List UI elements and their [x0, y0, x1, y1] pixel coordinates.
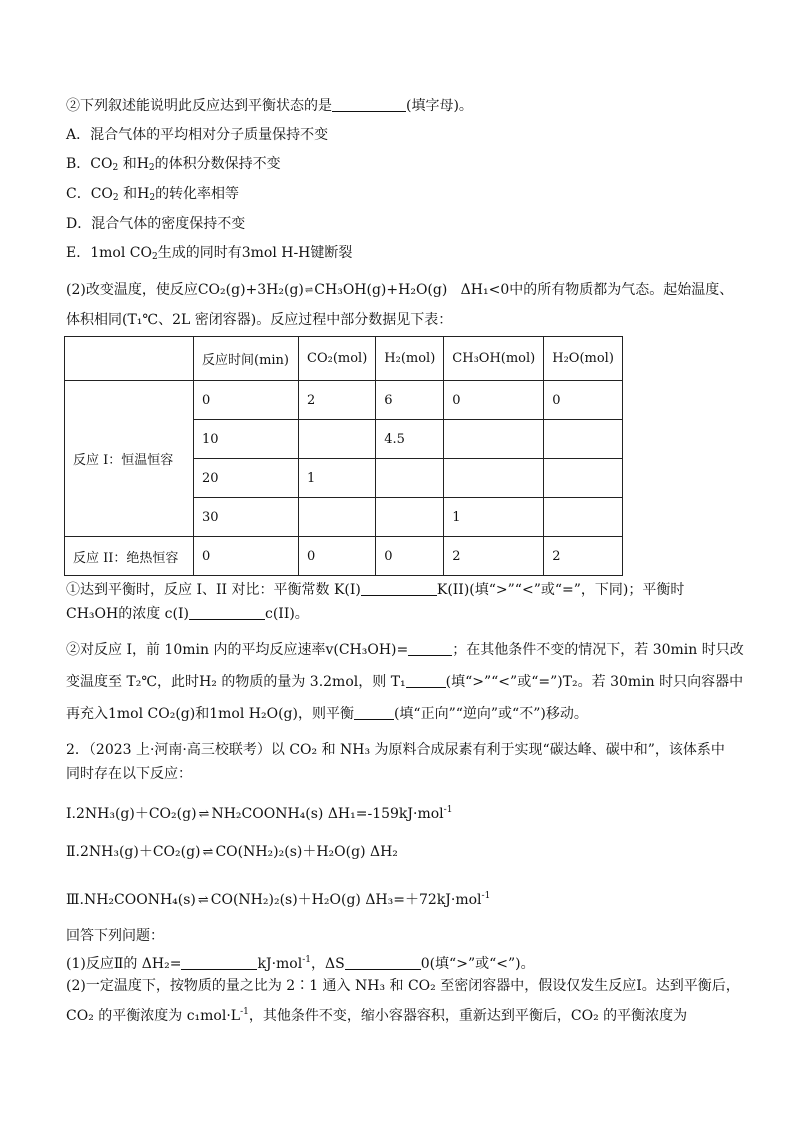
group-label: 反应 II：绝热恒容 — [65, 537, 194, 576]
table-header-row — [65, 337, 623, 381]
reaction-data-table — [64, 336, 623, 576]
answer-blank[interactable] — [408, 641, 452, 656]
table-cell: 2 — [299, 381, 376, 420]
table-cell: 4.5 — [376, 420, 444, 459]
equilibrium-arrow-icon: ⇌ — [198, 807, 210, 822]
table-cell: 20 — [194, 459, 299, 498]
problem-2-stem: 2．（2023 上·河南·高三校联考）以 CO₂ 和 NH₃ 为原料合成尿素有利于实现“碳达峰、碳中和”，该体系中 — [66, 742, 725, 758]
table-cell: 2 — [544, 537, 623, 576]
table-cell: 0 — [376, 537, 444, 576]
option-a: A．混合气体的平均相对分子质量保持不变 — [66, 127, 329, 143]
table-row — [65, 381, 623, 420]
table-header — [65, 337, 194, 381]
table-cell: 0 — [194, 381, 299, 420]
table-cell: 6 — [376, 381, 444, 420]
reaction-3: Ⅲ.NH₂COONH₄(s) ⇌ CO(NH₂)₂(s)＋H₂O(g) ΔH₃=＋72kJ·mol$^{-1}$ — [66, 886, 490, 911]
option-d: D．混合气体的密度保持不变 — [66, 216, 246, 232]
table-header: 反应时间(min) — [194, 337, 299, 381]
table-cell — [544, 459, 623, 498]
problem-2-stem-cont: 同时存在以下反应： — [66, 766, 192, 782]
answer-intro: 回答下列问题： — [66, 928, 164, 944]
answer-blank[interactable] — [332, 97, 406, 112]
option-b: B．$CO_2$ 和$H_2$的体积分数保持不变 — [66, 156, 281, 173]
part-2-intro: (2)改变温度，使反应CO₂(g)+3H₂(g)⇌CH₃OH(g)+H₂O(g) ΔH₁<0中的所有物质都为气态。起始温度、 — [66, 280, 733, 301]
table-header: H₂O(mol) — [544, 337, 623, 381]
table-cell: 30 — [194, 498, 299, 537]
option-c: C．$CO_2$ 和$H_2$的转化率相等 — [66, 186, 240, 203]
table-header: H₂(mol) — [376, 337, 444, 381]
option-e: E．1mol $CO_2$生成的同时有3mol H-H键断裂 — [66, 245, 353, 262]
equilibrium-arrow-icon: ⇌ — [197, 893, 209, 908]
table-cell — [376, 459, 444, 498]
answer-blank[interactable] — [361, 581, 437, 596]
table-cell: 2 — [444, 537, 544, 576]
table-cell — [544, 498, 623, 537]
table-cell: 0 — [194, 537, 299, 576]
question-2-stem: ②下列叙述能说明此反应达到平衡状态的是 (填字母)。 — [66, 98, 473, 114]
group-label: 反应 I：恒温恒容 — [65, 381, 194, 537]
answer-blank[interactable] — [181, 955, 257, 970]
answer-2-cont: CO₂ 的平衡浓度为 $c_1mol\cdot L^{-1}$，其他条件不变，缩小容器容积，重新达到平衡后，CO₂ 的平衡浓度为 — [66, 1007, 688, 1024]
table-cell: 1 — [444, 498, 544, 537]
table-cell: 0 — [444, 381, 544, 420]
answer-2: (2)一定温度下，按物质的量之比为 2∶1 通入 NH₃ 和 CO₂ 至密闭容器中，假设仅发生反应Ⅰ。达到平衡后， — [66, 978, 740, 994]
table-cell — [444, 420, 544, 459]
subquestion-1: ①达到平衡时，反应 I、II 对比：平衡常数 K(I) K(II)(填“>”“<”或“=”，下同)；平衡时 — [66, 582, 685, 598]
answer-blank[interactable] — [354, 705, 394, 720]
table-cell — [299, 498, 376, 537]
table-cell: 10 — [194, 420, 299, 459]
table-cell: 0 — [544, 381, 623, 420]
subquestion-2-cont: 变温度至 T₂℃，此时H₂ 的物质的量为 3.2mol，则 T₁ (填“>”“<”或“=”)T₂。若 30min 时只向容器中 — [66, 674, 744, 690]
reaction-1: Ⅰ.2NH₃(g)＋CO₂(g) ⇌ NH₂COONH₄(s) ΔH₁=-159kJ·mol$^{-1}$ — [66, 800, 452, 825]
table-cell — [376, 498, 444, 537]
table-cell: 1 — [299, 459, 376, 498]
equilibrium-arrow-icon: ⇌ — [304, 285, 314, 296]
subquestion-1-cont: CH₃OH的浓度 c(I) c(II)。 — [66, 606, 309, 622]
table-cell — [444, 459, 544, 498]
subquestion-2-cont2: 再充入1mol CO₂(g)和1mol H₂O(g)，则平衡 (填“正向”“逆向”或“不”)移动。 — [66, 706, 588, 722]
subquestion-2: ②对反应 I，前 10min 内的平均反应速率v(CH₃OH)= ；在其他条件不变的情况下，若 30min 时只改 — [66, 642, 744, 658]
table-cell: 0 — [299, 537, 376, 576]
table-header: CO₂(mol) — [299, 337, 376, 381]
equilibrium-arrow-icon: ⇌ — [202, 845, 214, 860]
answer-blank[interactable] — [189, 605, 265, 620]
table-cell — [544, 420, 623, 459]
reaction-2: Ⅱ.2NH₃(g)＋CO₂(g) ⇌ CO(NH₂)₂(s)＋H₂O(g) ΔH₂ — [66, 842, 398, 863]
answer-blank[interactable] — [345, 955, 421, 970]
table-row — [65, 537, 623, 576]
table-cell — [299, 420, 376, 459]
part-2-intro-line2: 体积相同(T₁℃、2L 密闭容器)。反应过程中部分数据见下表： — [66, 312, 453, 328]
table-header: CH₃OH(mol) — [444, 337, 544, 381]
answer-1: (1)反应Ⅱ的 ΔH₂= kJ·mol$^{-1}$，ΔS 0(填“>”或“<”)。 — [66, 955, 535, 972]
answer-blank[interactable] — [406, 673, 446, 688]
